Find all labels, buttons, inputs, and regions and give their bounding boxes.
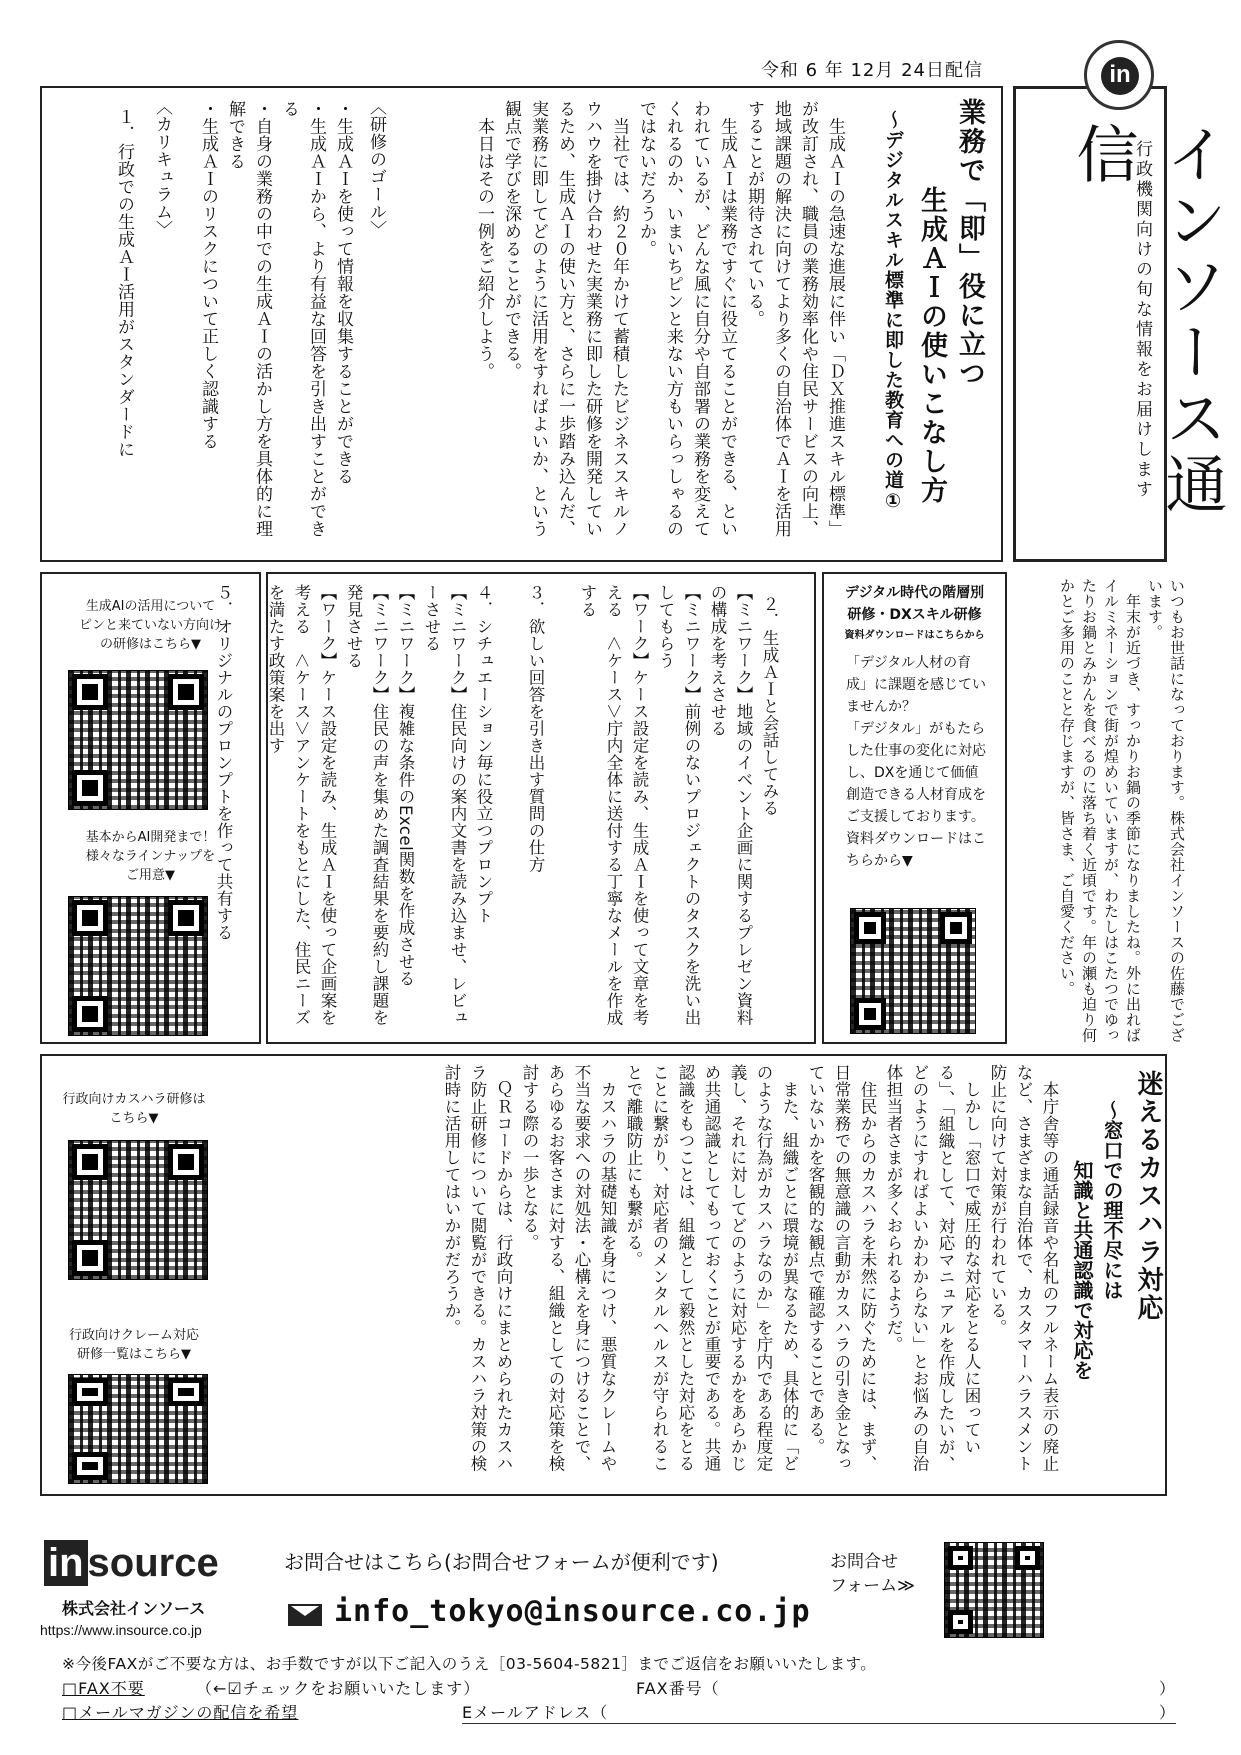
greeting: いつもお世話になっております。株式会社インソースの佐藤でございます。 年末が近づき、すっかりお鍋の季節になりましたね。外に出ればイルミネーションで街が煌めいていますが、わたしはこたつでゆったりお鍋とみかんを食べるのに落ち着く近頃です。年の瀬も迫り何かとご多用のことと存じますが、皆さま、ご自愛ください。 xyxy=(1058,578,1186,1043)
goals-list xyxy=(198,100,356,550)
fax-notice: ※今後FAXがご不要な方は、お手数ですが以下ご記入のうえ［03-5604-5821］までご返信をお願いいたします。 xyxy=(62,1655,877,1673)
digital-box-title-3: 資料ダウンロードはこちらから xyxy=(844,630,985,641)
digital-box-body: 「デジタル人材の育成」に課題を感じていませんか？ 「デジタル」がもたらした仕事の変化に対応し、DXを通じて価値創造できる人材育成をご支援しております。資料ダウンロードはこちらから▼ xyxy=(846,655,986,869)
curriculum-item-4: ４．シチュエーション毎に役立つプロンプト 【ミニワーク】住民向けの案内文書を読み込ませ、レビューさせる 【ミニワーク】複雑な条件のExcel関数を作成させる 【ミニワーク】住民の声を集めた調査結果を要約し課題を発見させる 【ワーク】ケース設定を読み、生成ＡＩを使って企画案を考える ＜ケース＞アンケートをもとにした、住民ニーズを満たす政策案を出す xyxy=(266,584,493,1026)
qr-bottom-label-1: 行政向けカスハラ研修は こちら▼ xyxy=(62,1092,206,1126)
curriculum-item-1: １．行政での生成ＡＩ活用がスタンダードに xyxy=(114,108,134,458)
article-ai-subtitle: ～デジタルスキル標準に即した教育への道① xyxy=(882,110,904,513)
contact-form-label: お問合せ フォーム≫ xyxy=(830,1552,915,1596)
email-address-field[interactable] xyxy=(462,1700,1176,1724)
qr-left-label-2: 基本からAI開発まで！ 様々なラインナップを ご用意▼ xyxy=(85,830,216,883)
article-kasuhara-title: 迷えるカスハラ対応 xyxy=(1133,1070,1163,1322)
curriculum-item-2: ２．生成ＡＩと会話してみる 【ミニワーク】地域のイベント企画に関するプレゼン資料の構成を考えさせる 【ミニワーク】前例のないプロジェクトのタスクを洗い出してもらう 【ワーク】ケース設定を読み、生成ＡＩを使って文章を考える ＜ケース＞庁内全体に送付する丁寧なメールを作成する xyxy=(578,584,779,1026)
goal-item: ・生成ＡＩのリスクについて正しく認識する xyxy=(198,100,218,450)
insource-logo xyxy=(44,1540,219,1588)
masthead-tagline: 行政機関向けの旬な情報をお届けします xyxy=(1132,140,1152,500)
article-kasuhara-body: 本庁舎等の通話録音や名札のフルネーム表示の廃止など、さまざまな自治体で、カスタマーハラスメント防止に向けて対策が行われている。 しかし「窓口で威圧的な対応をとる人に困っている」、「組織として、対応マニュアルを作成したいが、どのようにすればよいかわからない」とお悩みの自治体担当者さまが多くおられるようだ。 住民からのカスハラを未然に防ぐためには、まず、日常業務での無意識の言動がカスハラの引き金となっていないかを客観的な観点で確認することである。 また、組織ごとに環境が異なるため、具体的に「どのような行為がカスハラなのか」を庁内である程度定義し、それに対してどのように対応するかをあらかじめ共通認識としてもっておくことが重要である。共通認識をもつことは、組織として毅然とした対応をとることに繋がり、対応者のメンタルヘルスが守られることで離職防止にも繋がる。 カスハラの基礎知識を身につけ、悪質なクレームや不当な要求への対処法・心構えを身につけることで、あらゆるお客さまに対する、組織としての対応策を検討する際の一歩となる。 ＱＲコードからは、行政向けにまとめられたカスハラ防止研修について閲覧ができる。カスハラ対策の検討時に活用してはいかがだろうか。 xyxy=(442,1064,1059,1473)
insource-letter-stamp: in xyxy=(1084,40,1154,110)
logo-source: source xyxy=(87,1541,219,1585)
masthead-title: インソース通信 xyxy=(1066,122,1228,518)
fax-number-label: FAX番号（ xyxy=(636,1679,720,1698)
company-url[interactable]: https://www.insource.co.jp xyxy=(40,1622,202,1638)
article-kasuhara-subtitle-2: 知識と共通認識で対応を xyxy=(1070,1160,1094,1380)
email-address-label: Eメールアドレス（ xyxy=(462,1703,609,1722)
article-ai-body: 生成ＡＩの急速な進展に伴い「ＤＸ推進スキル標準」が改訂され、職員の業務効率化や住民サービスの向上、地域課題の解決に向けてより多くの自治体でＡＩを活用することが期待されている。 生成ＡＩは業務ですぐに役立てることができる、といわれているが、どんな風に自分や自部署の業務を変えてくれるのか、いまいちピンと来ない方もいらっしゃるのではないだろうか。 当社では、約２０年かけて蓄積したビジネススキルノウハウを掛け合わせた実業務に即した研修を開発しているため、生成ＡＩの使い方と、さらに一歩踏み込んだ、実業務に即してどのように活用をすればよいか、という観点で学びを深めることができる。 本日はその一例をご紹介しよう。 xyxy=(474,100,845,538)
goals-heading: 〈研修のゴール〉 xyxy=(366,98,386,238)
curriculum-item-5: ５．オリジナルのプロンプトを作って共有する xyxy=(214,584,233,941)
fax-check-note: （←☑チェックをお願いいたします） xyxy=(196,1679,481,1698)
digital-box-title-1: デジタル時代の階層別 xyxy=(844,585,985,601)
issue-date: 令和 6 年 12月 24日配信 xyxy=(760,60,983,81)
curriculum-heading: 〈カリキュラム〉 xyxy=(152,98,172,238)
article-kasuhara-subtitle-1: ～窓口での理不尽には xyxy=(1100,1100,1124,1300)
email-address-close: ） xyxy=(1158,1703,1176,1722)
fax-number-field[interactable] xyxy=(636,1676,1176,1699)
fax-unneeded-checkbox[interactable]: □FAX不要 xyxy=(62,1679,145,1698)
contact-email[interactable]: info_tokyo@insource.co.jp xyxy=(334,1594,811,1629)
qr-code-ai-training[interactable] xyxy=(68,670,208,810)
qr-bottom-label-2: 行政向けクレーム対応 研修一覧はこちら▼ xyxy=(68,1328,199,1362)
mail-icon xyxy=(288,1604,322,1626)
curriculum-item-3: ３．欲しい回答を引き出す質問の仕方 xyxy=(526,584,545,873)
goal-item: ・自身の業務の中での生成ＡＩの活かし方を具体的に理解できる xyxy=(225,100,272,538)
digital-box-title-2: 研修・DXスキル研修 xyxy=(847,607,982,623)
mail-magazine-checkbox[interactable]: □メールマガジンの配信を希望 xyxy=(62,1703,299,1722)
company-name: 株式会社インソース xyxy=(62,1599,206,1618)
article-ai-title-2: 生成ＡＩの使いこなし方 xyxy=(916,186,947,505)
goal-item: ・生成ＡＩから、より有益な回答を引き出すことができる xyxy=(279,100,326,538)
goal-item: ・生成ＡＩを使って情報を収集することができる xyxy=(333,100,353,485)
qr-code-ai-lineup[interactable] xyxy=(68,896,208,1036)
qr-code-contact-form[interactable] xyxy=(944,1542,1044,1638)
fax-number-close: ） xyxy=(1158,1679,1176,1698)
contact-heading: お問合せはこちら(お問合せフォームが便利です) xyxy=(284,1550,719,1574)
article-ai-title-1: 業務で「即」役に立つ xyxy=(954,98,985,388)
qr-left-label-1: 生成AIの活用について ピンと来ていない方向け の研修はこちら▼ xyxy=(78,599,222,652)
logo-in: in xyxy=(44,1540,88,1586)
qr-code-kasuhara[interactable] xyxy=(68,1140,208,1280)
curriculum-items-2-5 xyxy=(214,584,808,1036)
qr-code-complaint[interactable] xyxy=(68,1374,208,1484)
qr-code-digital-download[interactable] xyxy=(850,908,976,1034)
